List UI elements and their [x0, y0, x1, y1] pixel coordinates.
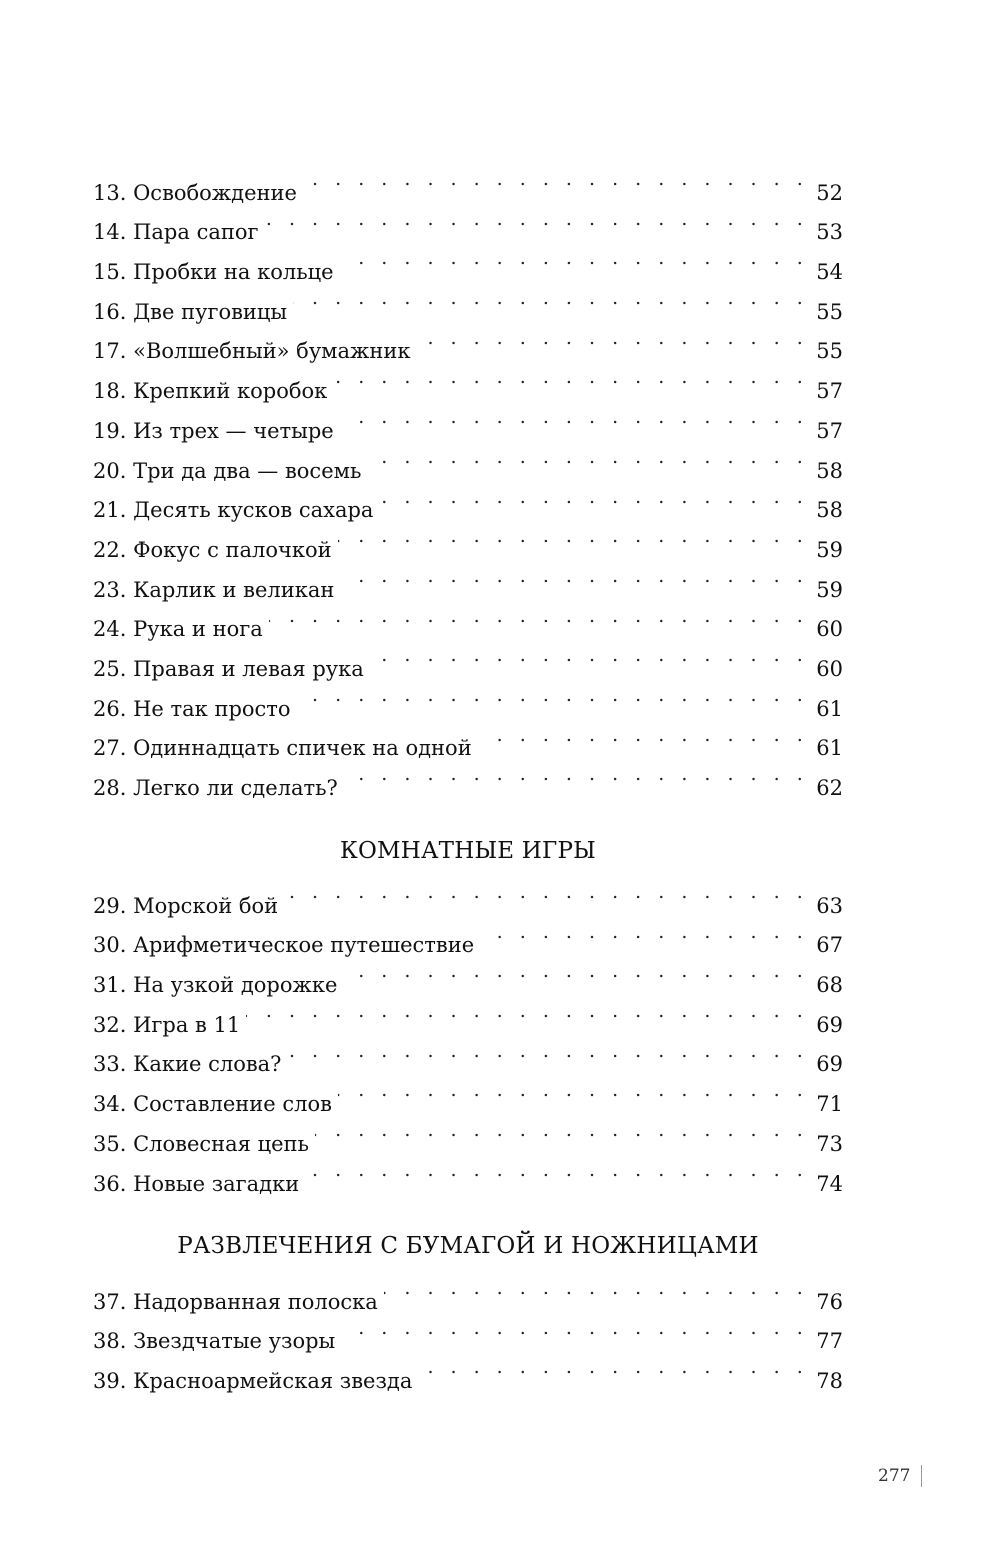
toc-entry-number: 13. [93, 180, 127, 205]
toc-entry-page: 57 [808, 372, 843, 412]
toc-entry-text: Новые загадки [133, 1171, 300, 1196]
toc-entry-page: 57 [808, 412, 843, 452]
toc-entry-title [93, 1283, 384, 1323]
toc-entry [93, 1269, 843, 1314]
dot-leader [478, 716, 809, 756]
dot-leader [333, 358, 808, 398]
toc-entry-text: Арифметическое путешествие [133, 933, 475, 958]
toc-entry-text: Пара сапог [133, 220, 259, 245]
dot-leader [315, 1111, 808, 1151]
toc-entry-text: Рука и нога [133, 617, 263, 642]
toc-entry-number: 32. [93, 1012, 127, 1037]
toc-entry-text: Пробки на кольце [133, 260, 334, 285]
toc-entry-title [93, 1045, 287, 1085]
toc-entry-title [93, 1006, 246, 1046]
toc-entry-number: 29. [93, 893, 127, 918]
toc-entry-number: 20. [93, 458, 127, 483]
toc-entry-number: 26. [93, 696, 127, 721]
dot-leader [344, 755, 808, 795]
folio-rule [921, 1465, 922, 1487]
toc-entry-title [93, 887, 284, 927]
dot-leader [338, 517, 809, 557]
toc-entry-page: 67 [808, 926, 843, 966]
toc-entry-number: 27. [93, 736, 127, 761]
toc-entry-title [93, 690, 297, 730]
toc-entry-page: 69 [808, 1006, 843, 1046]
dot-leader [297, 676, 809, 716]
toc-entry-number: 14. [93, 220, 127, 245]
toc-entry-title [93, 769, 344, 809]
toc-entry-number: 30. [93, 933, 127, 958]
dot-leader [284, 873, 808, 913]
dot-leader [367, 438, 808, 478]
toc-entry-title [93, 491, 379, 531]
toc-entry-text: Фокус с палочкой [133, 537, 332, 562]
toc-entry-page: 59 [808, 571, 843, 611]
toc-entry-page: 53 [808, 213, 843, 253]
toc-entry-number: 17. [93, 339, 127, 364]
toc-entry-title [93, 293, 293, 333]
toc-entry-text: Освобождение [133, 180, 297, 205]
dot-leader [269, 597, 809, 637]
toc-entry-page: 55 [808, 332, 843, 372]
toc-entry-number: 16. [93, 299, 127, 324]
toc-entry-page: 63 [808, 887, 843, 927]
toc-entry-number: 21. [93, 498, 127, 523]
toc-entry-page: 60 [808, 650, 843, 690]
toc-entry-title [93, 1125, 315, 1165]
dot-leader [418, 1348, 808, 1388]
toc-entry-number: 23. [93, 577, 127, 602]
dot-leader [341, 1309, 808, 1349]
toc-entry-title [93, 412, 340, 452]
dot-leader [340, 557, 808, 597]
dot-leader [384, 1269, 809, 1309]
toc-entry-number: 31. [93, 973, 127, 998]
toc-entry-number: 33. [93, 1052, 127, 1077]
toc-entry-text: Крепкий коробок [133, 379, 328, 404]
toc-entry-text: Словесная цепь [133, 1131, 309, 1156]
toc-entry-number: 19. [93, 418, 127, 443]
toc-entry-page: 78 [808, 1362, 843, 1402]
toc-entry-page: 74 [808, 1165, 843, 1205]
toc-entry-title [93, 213, 265, 253]
dot-leader [265, 200, 809, 240]
toc-entry-page: 58 [808, 491, 843, 531]
toc-entry-number: 35. [93, 1131, 127, 1156]
toc-entry-title [93, 452, 367, 492]
toc-entry-text: Красноармейская звезда [133, 1369, 413, 1394]
toc-entry [93, 160, 843, 205]
toc-entry-number: 34. [93, 1092, 127, 1117]
toc-entry-number: 38. [93, 1329, 127, 1354]
toc-entry-number: 24. [93, 617, 127, 642]
toc-entry-title [93, 531, 338, 571]
toc-entry [93, 873, 843, 918]
toc-entry-page: 58 [808, 452, 843, 492]
toc-entry-title [93, 1322, 341, 1362]
toc-entry-text: Две пуговицы [133, 299, 288, 324]
dot-leader [340, 239, 809, 279]
toc-entry-number: 22. [93, 537, 127, 562]
toc-entry-text: Морской бой [133, 893, 279, 918]
dot-leader [370, 636, 808, 676]
dot-leader [379, 478, 808, 518]
dot-leader [293, 279, 808, 319]
toc-entry-page: 60 [808, 610, 843, 650]
toc-entry-page: 59 [808, 531, 843, 571]
toc-entry-text: Звездчатые узоры [133, 1329, 336, 1354]
dot-leader [416, 319, 808, 359]
dot-leader [303, 160, 808, 200]
dot-leader [480, 913, 808, 953]
toc-entry-title [93, 610, 269, 650]
toc-entry-title [93, 1165, 305, 1205]
toc-entry-number: 15. [93, 260, 127, 285]
toc-entry-page: 61 [808, 690, 843, 730]
toc-entry-text: Одиннадцать спичек на одной [133, 736, 472, 761]
section-heading-paper: РАЗВЛЕЧЕНИЯ С БУМАГОЙ И НОЖНИЦАМИ [177, 1233, 759, 1259]
toc-entry-text: Из трех — четыре [133, 418, 334, 443]
toc-entry-page: 77 [808, 1322, 843, 1362]
toc-entry-number: 18. [93, 379, 127, 404]
toc-entry-page: 61 [808, 729, 843, 769]
toc-entry-text: Какие слова? [133, 1052, 282, 1077]
toc-entry-page: 71 [808, 1085, 843, 1125]
dot-leader [305, 1151, 808, 1191]
toc-list-paper [93, 1269, 843, 1394]
toc-entry-page: 73 [808, 1125, 843, 1165]
toc-entry-number: 25. [93, 656, 127, 681]
toc-entry-text: Легко ли сделать? [133, 776, 338, 800]
toc-entry-text: «Волшебный» бумажник [133, 339, 411, 364]
toc-entry-text: На узкой дорожке [133, 973, 338, 998]
toc-list-room-games [93, 873, 843, 1196]
toc-entry-page: 52 [808, 174, 843, 214]
toc-entry-page: 68 [808, 966, 843, 1006]
toc-entry-text: Правая и левая рука [133, 656, 364, 681]
toc-entry-page: 54 [808, 253, 843, 293]
dot-leader [338, 1071, 808, 1111]
toc-entry-page: 62 [808, 769, 843, 809]
dot-leader [287, 1032, 808, 1072]
toc-entry-text: Надорванная полоска [133, 1289, 378, 1314]
toc-entry-number: 39. [93, 1369, 127, 1394]
toc-entry-number: 37. [93, 1289, 127, 1314]
dot-leader [340, 398, 809, 438]
toc-entry-number: 28. [93, 776, 127, 800]
toc-entry-text: Три да два — восемь [133, 458, 362, 483]
toc-entry-page: 69 [808, 1045, 843, 1085]
section-heading-room-games: КОМНАТНЫЕ ИГРЫ [339, 838, 596, 864]
toc-entry-text: Карлик и великан [133, 577, 335, 602]
toc-entry-text: Не так просто [133, 696, 291, 721]
toc-entry-page: 55 [808, 293, 843, 333]
toc-entry-title [93, 1085, 338, 1125]
toc-entry-text: Десять кусков сахара [133, 498, 374, 523]
toc-entry-title [93, 372, 333, 412]
dot-leader [246, 992, 808, 1032]
toc-entry-number: 36. [93, 1171, 127, 1196]
toc-entry-title [93, 1362, 418, 1402]
dot-leader [343, 952, 808, 992]
page-number: 277 [878, 1466, 911, 1486]
toc-entry-text: Составление слов [133, 1092, 332, 1117]
toc-entry-text: Игра в 11 [133, 1012, 241, 1037]
toc-entry-page: 76 [808, 1283, 843, 1323]
toc-list-part1 [93, 160, 843, 800]
